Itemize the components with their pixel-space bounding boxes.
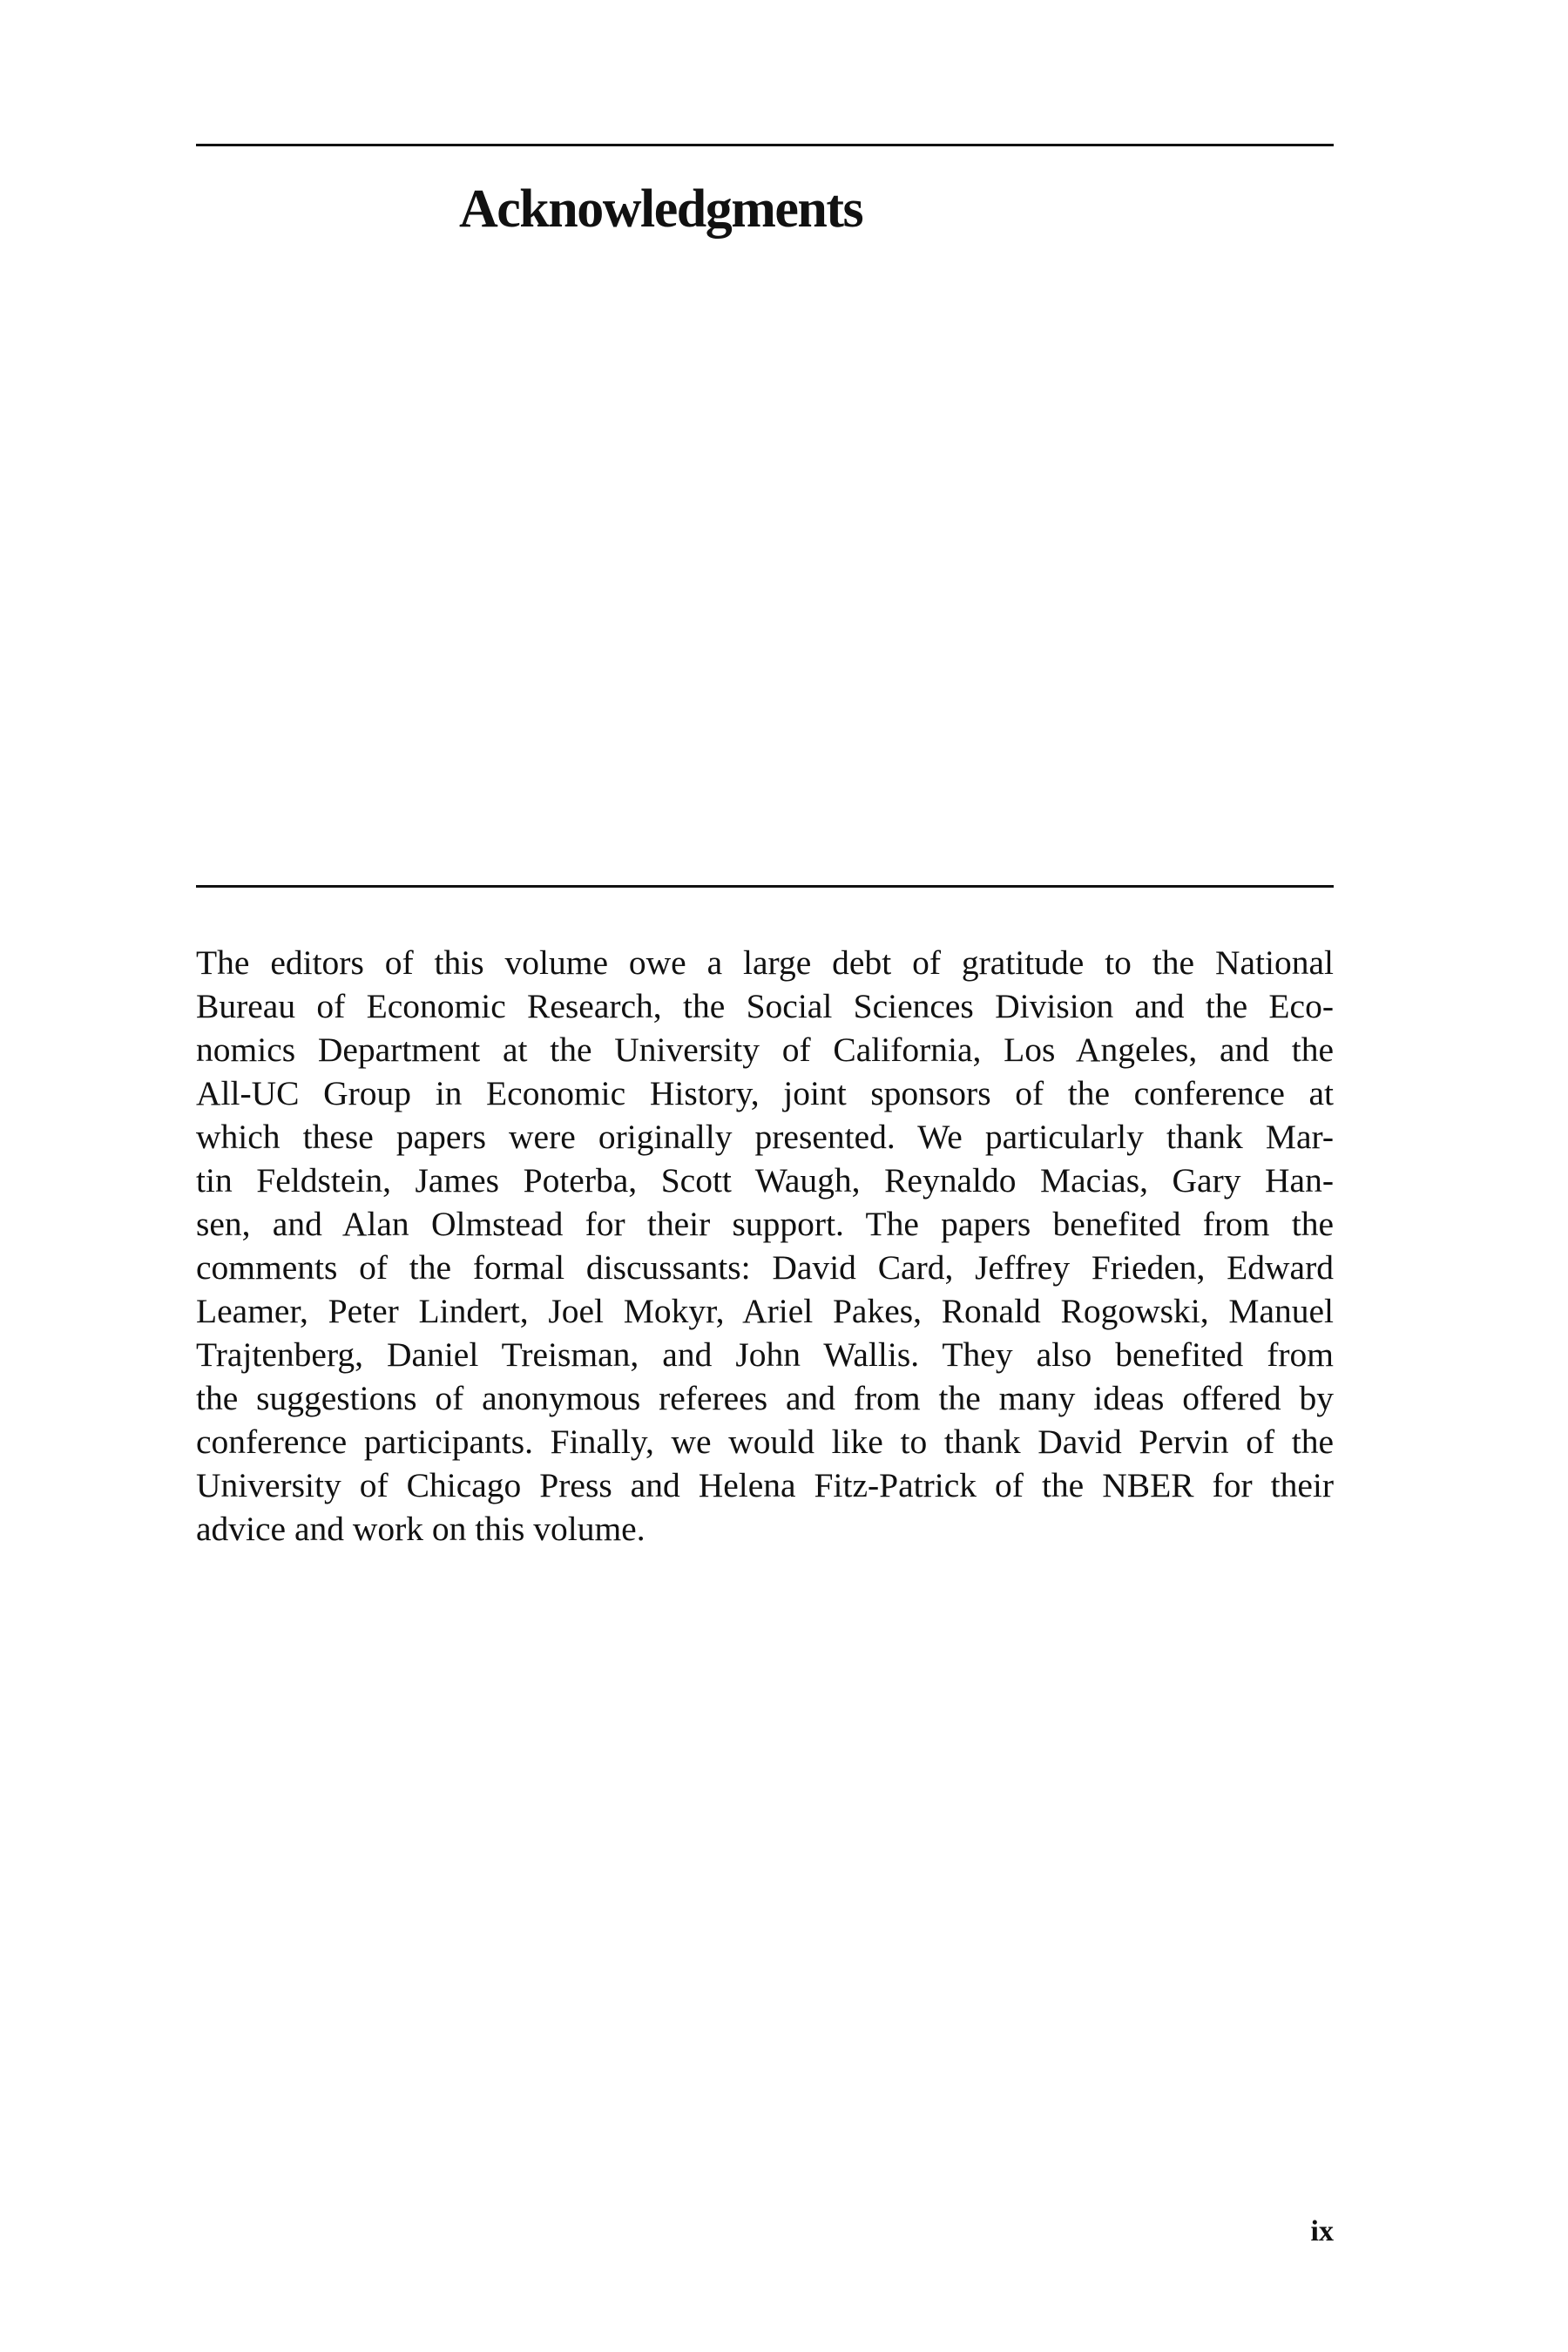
section-divider-rule — [196, 885, 1334, 888]
paragraph-line: Bureau of Economic Research, the Social Sciences Division and the Eco- — [196, 987, 1334, 1025]
paragraph-line: nomics Department at the University of California, Los Angeles, and the — [196, 1031, 1334, 1069]
page-number: ix — [1310, 2215, 1334, 2247]
paragraph-line: sen, and Alan Olmstead for their support. The papers benefited from the — [196, 1205, 1334, 1243]
top-rule — [196, 144, 1334, 146]
paragraph-line: advice and work on this volume. — [196, 1510, 645, 1548]
paragraph-line: the suggestions of anonymous referees and from the many ideas offered by — [196, 1379, 1334, 1417]
paragraph-line: comments of the formal discussants: David Card, Jeffrey Frieden, Edward — [196, 1248, 1334, 1287]
paragraph-line: tin Feldstein, James Poterba, Scott Waugh, Reynaldo Macias, Gary Han- — [196, 1161, 1334, 1200]
paragraph-line: Trajtenberg, Daniel Treisman, and John Wallis. They also benefited from — [196, 1335, 1334, 1374]
paragraph-line: conference participants. Finally, we would like to thank David Pervin of the — [196, 1423, 1334, 1461]
paragraph-line: The editors of this volume owe a large debt of gratitude to the National — [196, 943, 1334, 982]
paragraph-line: which these papers were originally presented. We particularly thank Mar- — [196, 1118, 1334, 1156]
paragraph-line: Leamer, Peter Lindert, Joel Mokyr, Ariel Pakes, Ronald Rogowski, Manuel — [196, 1292, 1334, 1330]
page-title: Acknowledgments — [459, 179, 863, 239]
paragraph-line: All-UC Group in Economic History, joint sponsors of the conference at — [196, 1074, 1334, 1112]
acknowledgments-paragraph — [196, 941, 1334, 1551]
paragraph-line: University of Chicago Press and Helena Fitz-Patrick of the NBER for their — [196, 1466, 1334, 1504]
